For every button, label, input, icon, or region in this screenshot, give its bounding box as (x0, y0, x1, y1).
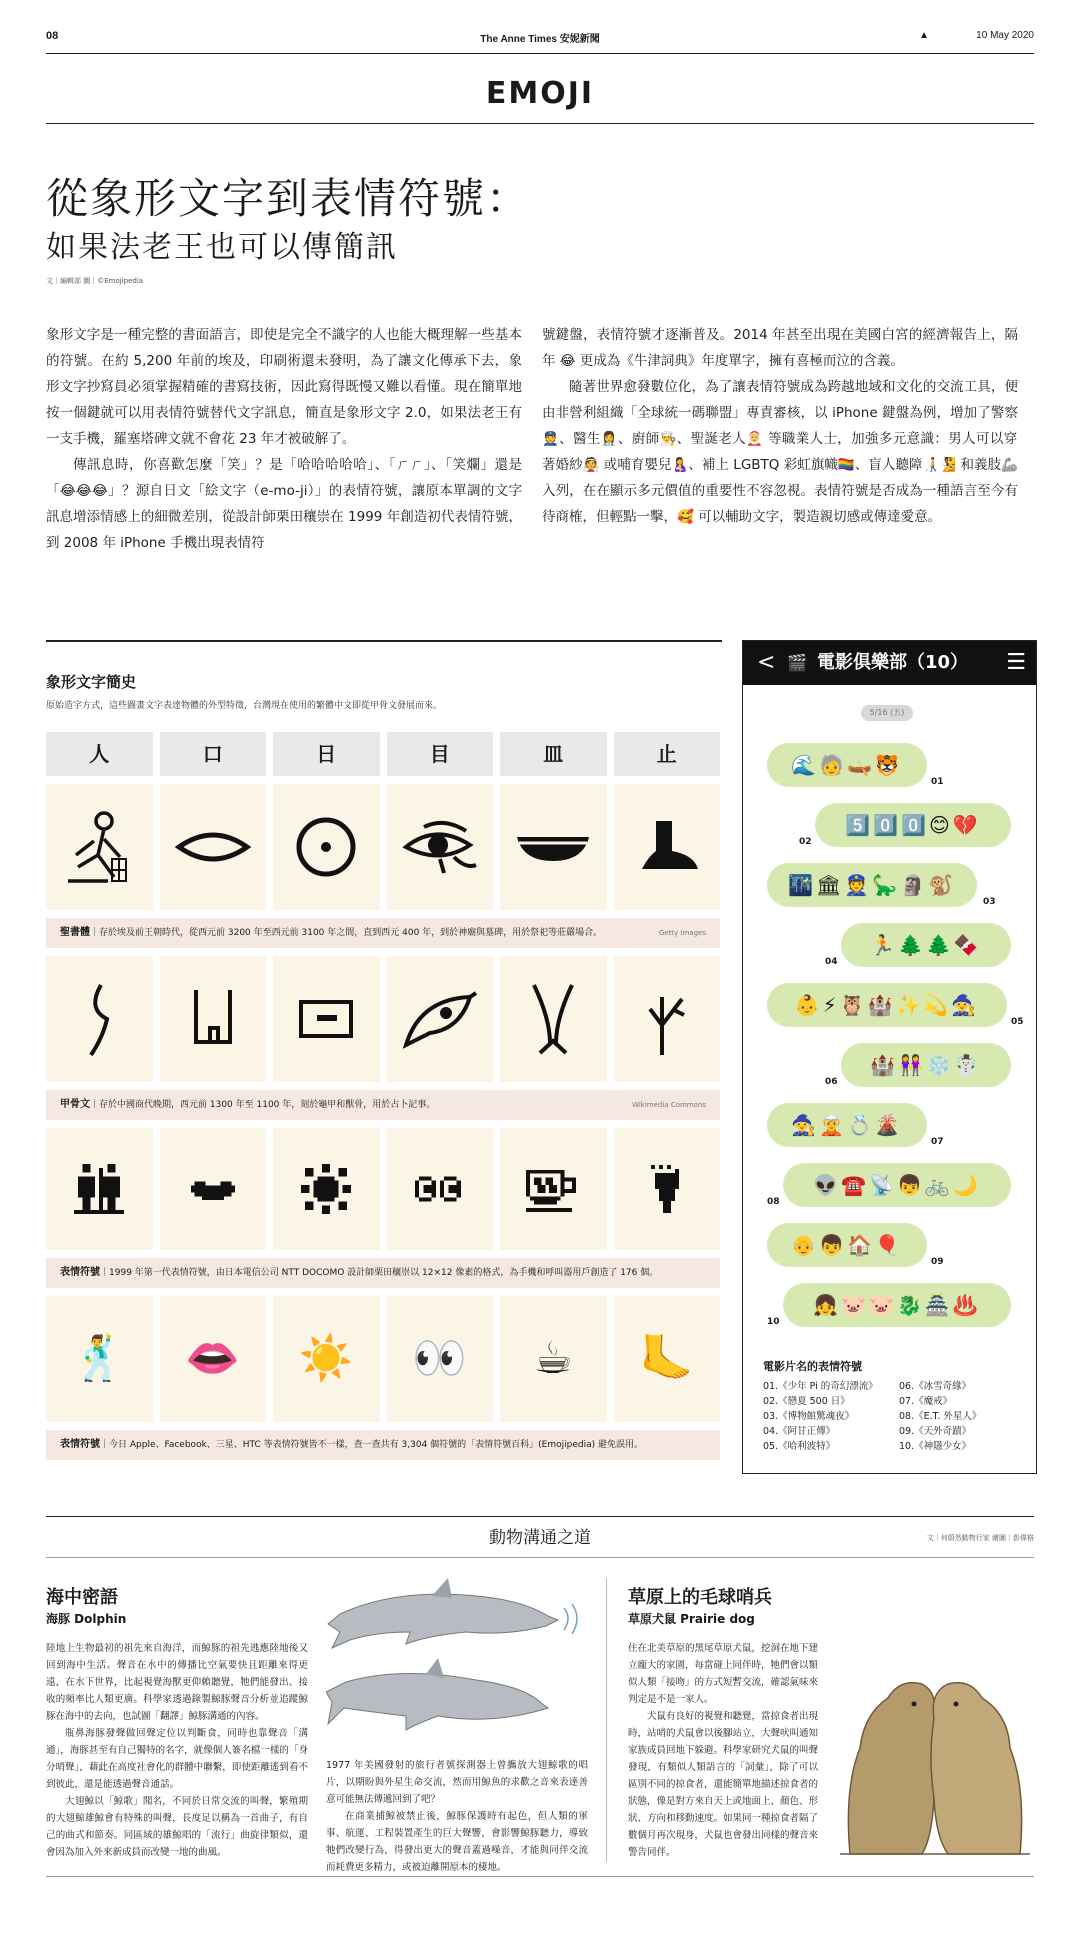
dolphin-heading: 海中密語 (46, 1587, 118, 1608)
list-item: 02.《戀夏 500 日》 (763, 1396, 850, 1407)
hieroglyph-basket-icon (500, 784, 607, 910)
page-header (46, 28, 1034, 54)
emoji-glyph: 🕺 (71, 1333, 127, 1384)
chat-bubble[interactable]: 🏰👭❄️☃️ (841, 1043, 1011, 1087)
clapper-icon: 🎬 (787, 653, 807, 672)
bubble-number: 10 (767, 1317, 780, 1327)
caption-modern-emoji: 表情符號｜今日 Apple、Facebook、三星、HTC 等表情符號皆不一樣，查一查共有 3,304 個符號的「表情符號百科」(Emojipedia) 避免誤用。 (46, 1430, 720, 1460)
article-subtitle: 如果法老王也可以傳簡訊 (46, 230, 398, 265)
emoji-glyph: 👄 (185, 1333, 241, 1384)
chat-title: 電影俱樂部（10） (817, 652, 969, 673)
paragraph: 傳訊息時，你喜歡怎麼「笑」？是「哈哈哈哈哈」、「ㄏㄏ」、「笑爛」還是「😂😂😂」？源自日文「絵文字（e-mo-ji）」的表情符號，讓原本單調的文字訊息增添情感上的細微差別，從設計師栗田穰崇在 1999 年創造初代表情符號，到 2008 年 iPhone 手機出現表情符 (46, 457, 522, 551)
date-pill: 5/16 (五) (861, 705, 913, 721)
caption-label: 聖書體 (60, 927, 90, 938)
modern-emoji-row (46, 1296, 720, 1422)
chat-bubble[interactable]: 🏃🌲🌲🍫 (841, 923, 1011, 967)
list-item: 01.《少年 Pi 的奇幻漂流》 (763, 1381, 878, 1392)
list-item: 03.《博物館驚魂夜》 (763, 1411, 855, 1422)
chat-bubble[interactable]: 👽☎️📡👦🚲🌙 (783, 1163, 1011, 1207)
footer-rule (46, 1876, 1034, 1877)
prairie-subheading: 草原犬鼠 Prairie dog (628, 1612, 755, 1626)
prairie-dog-illustration (830, 1628, 1036, 1862)
hieroglyph-sun-icon (273, 784, 380, 910)
dancer-emoji (46, 1296, 153, 1422)
list-item: 08.《E.T. 外星人》 (899, 1411, 982, 1422)
caption-credit: Getty Images (658, 929, 706, 937)
paragraph: 犬鼠有良好的視覺和聽覺，當掠食者出現時，站哨的犬鼠會以後腳站立，大聲吠叫通知家族成員回地下躲避。科學家研究犬鼠的叫聲發現，有類似人類語言的「詞彙」，除了可以區別不同的掠食者，還能簡單地描述掠食者的狀態，像是對方來自天上或地面上、顏色、形狀、方向和移動速度。如果同一種掠食者隔了數個月再次現身，犬鼠也會發出同樣的聲音來警告同伴。 (628, 1711, 819, 1858)
chat-bubble[interactable]: 👴👦🏠🎈 (767, 1223, 927, 1267)
hieroglyph-row (46, 784, 720, 910)
byline: 文｜編輯部 圖｜©Emojipedia (46, 277, 144, 285)
coffee-emoji (500, 1296, 607, 1422)
caption-text: 存於埃及前王朝時代，從西元前 3200 年至西元前 3100 年之間，直到西元 400 年，到於神廟與墓碑，用於祭祀等莊嚴場合。 (99, 928, 603, 938)
divider (46, 640, 722, 642)
list-item: 07.《魔戒》 (899, 1396, 953, 1407)
list-item: 06.《冰雪奇緣》 (899, 1381, 972, 1392)
paragraph: 瓶鼻海豚發聲做回聲定位以判斷食，同時也靠聲音「溝通」，海豚甚至有自己獨特的名字，就像個人簽名檔一樣的「身分哨聲」，藉此在高度社會化的群體中聯繫，即使距離遙到看不到彼此，還是能透過聲音通話。 (46, 1728, 308, 1790)
foot-emoji (614, 1296, 721, 1422)
article-title: 從象形文字到表情符號： (46, 174, 531, 223)
header-cell: 日 (273, 732, 380, 776)
issue-date: 10 May 2020 (976, 30, 1034, 41)
paragraph: 住在北美草原的黑尾草原犬鼠，挖洞在地下建立龐大的家園，每當碰上同伴時，牠們會以類似人類「接吻」的方式短暫交流，確認氣味來判定是不是一家人。 (628, 1643, 819, 1705)
animals-section-header (46, 1516, 1034, 1558)
pixel-eyes-icon (387, 1128, 494, 1250)
header-row (46, 732, 720, 776)
header-cell: 目 (387, 732, 494, 776)
bubble-number: 03 (983, 897, 996, 907)
chat-bubble[interactable]: 👶⚡🦉🏰✨💫🧙 (767, 983, 1007, 1027)
movie-list-title: 電影片名的表情符號 (763, 1360, 862, 1373)
emoji-glyph: 👀 (412, 1333, 468, 1384)
chat-header (743, 641, 1036, 685)
section-title: EMOJI (46, 74, 1034, 124)
movie-list-left (763, 1379, 878, 1454)
bubble-number: 07 (931, 1137, 944, 1147)
prairie-body (628, 1640, 818, 1861)
hieroglyph-man-icon (46, 784, 153, 910)
hieroglyph-foot-icon (614, 784, 721, 910)
bubble-number: 09 (931, 1257, 944, 1267)
dolphin-illustration (326, 1574, 588, 1752)
emoji-glyph: ☀️ (298, 1333, 354, 1384)
publication-name: The Anne Times 安妮新聞 (480, 34, 600, 45)
oracle-foot-icon (614, 956, 721, 1082)
chat-bubble[interactable]: 🌃🏛👮🦕🗿🐒 (767, 863, 977, 907)
list-item: 05.《哈利波特》 (763, 1441, 836, 1452)
dolphin-subheading: 海豚 Dolphin (46, 1612, 127, 1626)
menu-icon[interactable]: ☰ (1006, 650, 1026, 675)
caption-hieroglyph: 聖書體｜存於埃及前王朝時代，從西元前 3200 年至西元前 3100 年之間，直到西元 400 年，到於神廟與墓碑，用於祭祀等莊嚴場合。 Getty Images (46, 918, 720, 948)
column-divider (606, 1578, 607, 1862)
oracle-vessel-icon (500, 956, 607, 1082)
caption-text: 1999 年第一代表情符號，由日本電信公司 NTT DOCOMO 設計師栗田穰崇以 12×12 像素的格式，為手機和呼叫器用戶創造了 176 個。 (109, 1268, 659, 1278)
caption-pixel-emoji: 表情符號｜1999 年第一代表情符號，由日本電信公司 NTT DOCOMO 設計師栗田穰崇以 12×12 像素的格式，為手機和呼叫器用戶創造了 176 個。 (46, 1258, 720, 1288)
article-column-right (542, 322, 1018, 530)
header-cell: 口 (160, 732, 267, 776)
oracle-bone-row (46, 956, 720, 1082)
chat-bubble[interactable]: 🧙🧝💍🌋 (767, 1103, 927, 1147)
header-cell: 皿 (500, 732, 607, 776)
paragraph: 陸地上生物最初的祖先來自海洋，而鯨豚的祖先逃應陸地後又回到海中生活。聲音在水中的傳播比空氣要快且距離來得更遠，在水下世界，比起視覺海獸更仰賴聽覺，牠們能發出、接收的頻率比人類更廣。科學家透過錄製鯨豚聲音分析並追蹤鯨豚在海中的去向，也試圖「翻譯」鯨豚溝通的內容。 (46, 1643, 308, 1722)
oracle-man-icon (46, 956, 153, 1082)
sun-emoji (273, 1296, 380, 1422)
hieroglyph-mouth-icon (160, 784, 267, 910)
pixel-coffee-icon (500, 1128, 607, 1250)
hieroglyph-eye-icon (387, 784, 494, 910)
chat-bubble[interactable]: 👧🐷🐷🐉🏯♨️ (783, 1283, 1011, 1327)
paragraph: 號鍵盤，表情符號才逐漸普及。2014 年甚至出現在美國白宮的經濟報告上，隔年 😂 更成為《牛津詞典》年度單字，擁有喜極而泣的含義。 (542, 327, 1018, 369)
caption-label: 甲骨文 (60, 1099, 90, 1110)
prairie-heading: 草原上的毛球哨兵 (628, 1587, 772, 1608)
bubble-number: 05 (1011, 1017, 1024, 1027)
bubble-number: 02 (799, 837, 812, 847)
page-number: 08 (46, 30, 59, 42)
oracle-eye-icon (387, 956, 494, 1082)
animals-section-title: 動物溝通之道 (489, 1528, 591, 1548)
caption-text: 存於中國商代晚期，西元前 1300 年至 1100 年，刻於龜甲和獸骨，用於占卜記事。 (99, 1100, 436, 1110)
table-title: 象形文字簡史 (46, 673, 137, 691)
list-item: 10.《神隱少女》 (899, 1441, 972, 1452)
caption-label: 表情符號 (60, 1267, 100, 1278)
header-cell: 人 (46, 732, 153, 776)
chat-bubble[interactable]: 5️⃣0️⃣0️⃣😊💔 (815, 803, 1011, 847)
paragraph: 在商業捕鯨被禁止後，鯨豚保護時有起色，但人類的軍事、航運、工程裝置產生的巨大聲響，會影響鯨豚聽力，導致牠們改變行為，得發出更大的聲音蓋過噪音，才能與同伴交流而耗費更多精力，或被迫離開原本的棲地。 (326, 1811, 588, 1873)
paragraph: 象形文字是一種完整的書面語言，即使是完全不識字的人也能大概理解一些基本的符號。在約 5,200 年前的埃及，印刷術還未發明，為了讓文化傳承下去，象形文字抄寫員必須掌握精確的書寫技術，因此寫得既慢又難以看懂。現在簡單地按一個鍵就可以用表情符號替代文字訊息，簡直是象形文字 2.0，如果法老王有一支手機，羅塞塔碑文就不會花 23 年才被破解了。 (46, 327, 522, 447)
emoji-glyph: ☕ (533, 1333, 573, 1384)
article-column-left (46, 322, 522, 556)
logo-icon: ▲ (919, 30, 929, 41)
oracle-sun-icon (273, 956, 380, 1082)
table-subtitle: 原始造字方式，這些圖畫文字表達物體的外型特徵，台灣現在使用的繁體中文即從甲骨文發展而來。 (46, 701, 443, 711)
list-item: 09.《天外奇蹟》 (899, 1426, 972, 1437)
header-cell: 止 (614, 732, 721, 776)
pixel-lips-icon (160, 1128, 267, 1250)
pixel-emoji-row (46, 1128, 720, 1250)
caption-credit: Wikimedia Commons (632, 1101, 706, 1109)
caption-oracle-bone: 甲骨文｜存於中國商代晚期，西元前 1300 年至 1100 年，刻於龜甲和獸骨，用於占卜記事。 Wikimedia Commons (46, 1090, 720, 1120)
animals-credit: 文｜何蔚然動物行家 繪圖｜彭偉格 (926, 1534, 1034, 1542)
eyes-emoji (387, 1296, 494, 1422)
dolphin-body-continued (326, 1757, 588, 1876)
bubble-number: 01 (931, 777, 944, 787)
movie-list-right (899, 1379, 981, 1454)
chat-bubble[interactable]: 🌊🧓🛶🐯 (767, 743, 927, 787)
oracle-mouth-icon (160, 956, 267, 1082)
paragraph: 大翅鯨以「鯨歌」聞名，不同於日常交流的叫聲，繁殖期的大翅鯨雄鯨會有特殊的叫聲，長度足以稱為一首曲子，有自己的曲式和節奏。同區域的雄鯨唱的「流行」曲旋律類似，還會因為加入外來新成員而改變一地的曲風。 (46, 1796, 308, 1858)
paragraph: 1977 年美國發射的旅行者號探測器上曾攜放大翅鯨歌的唱片，以期盼與外星生命交流，然而用鯨魚的求歡之音來表達善意可能無法傳遞回到了吧？ (326, 1760, 588, 1805)
back-icon[interactable]: < (757, 650, 776, 675)
pixel-restroom-icon (46, 1128, 153, 1250)
pixel-footprint-icon (614, 1128, 721, 1250)
list-item: 04.《阿甘正傳》 (763, 1426, 836, 1437)
caption-text: 今日 Apple、Facebook、三星、HTC 等表情符號皆不一樣，查一查共有 3,304 個符號的「表情符號百科」(Emojipedia) 避免誤用。 (109, 1440, 643, 1450)
lips-emoji (160, 1296, 267, 1422)
bubble-number: 04 (825, 957, 838, 967)
emoji-glyph: 🦶 (639, 1333, 695, 1384)
caption-label: 表情符號 (60, 1439, 100, 1450)
pixel-sun-icon (273, 1128, 380, 1250)
character-evolution-table (46, 732, 720, 1460)
bubble-number: 06 (825, 1077, 838, 1087)
dolphin-body (46, 1640, 308, 1861)
paragraph: 隨著世界愈發數位化，為了讓表情符號成為跨越地域和文化的交流工具，便由非營利組織「全球統一碼聯盟」專責審核，以 iPhone 鍵盤為例，增加了警察👮、醫生👩‍⚕️、廚師👨‍🍳、聖誕老人🤶 等職業人士，加強多元意識：男人可以穿著婚紗👰 或哺育嬰兒🤱、補上 LGBTQ 彩虹旗幟🏳️‍🌈、盲人聽障🧑‍🦯🧏 和義肢🦾 入列，在在顯示多元價值的重要性不容忽視。表情符號是否成為一種語言至今有待商榷，但輕點一擊，🥰 可以輔助文字，製造親切感或傳達愛意。 (542, 379, 1018, 525)
bubble-number: 08 (767, 1197, 780, 1207)
chat-window (742, 640, 1037, 1474)
